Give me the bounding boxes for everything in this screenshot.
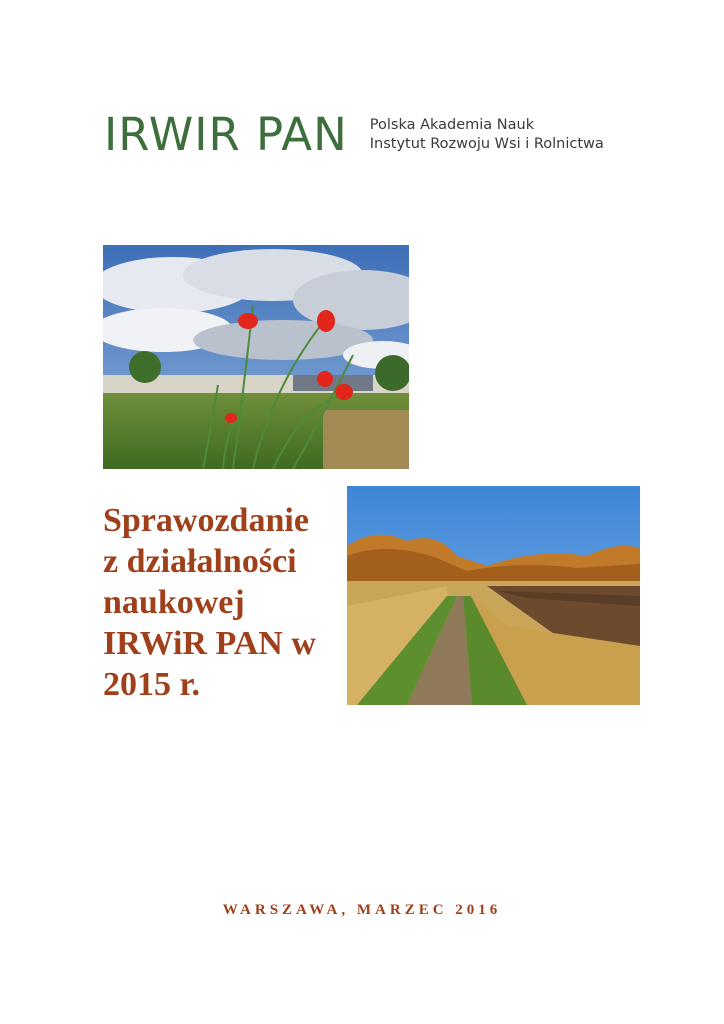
field-path-photo bbox=[347, 486, 640, 705]
title-line-1: Sprawozdanie bbox=[103, 502, 309, 539]
title-line-2: z działalności bbox=[103, 543, 297, 580]
logo-wordmark: IRWIR PAN bbox=[104, 108, 348, 161]
logo-subtitle-line-1: Polska Akademia Nauk bbox=[369, 116, 535, 133]
field-path-illustration bbox=[347, 486, 640, 705]
institute-logo bbox=[104, 108, 604, 161]
logo-subtitle bbox=[370, 116, 604, 154]
title-line-4: IRWiR PAN w bbox=[103, 625, 316, 662]
poppies-photo bbox=[103, 245, 409, 469]
title-line-5: 2015 r. bbox=[103, 666, 200, 703]
title-line-3: naukowej bbox=[103, 584, 245, 621]
place-and-date: WARSZAWA, MARZEC 2016 bbox=[222, 902, 502, 918]
report-title bbox=[103, 500, 348, 705]
logo-subtitle-line-2: Instytut Rozwoju Wsi i Rolnictwa bbox=[369, 135, 604, 152]
poppies-illustration bbox=[103, 245, 409, 469]
